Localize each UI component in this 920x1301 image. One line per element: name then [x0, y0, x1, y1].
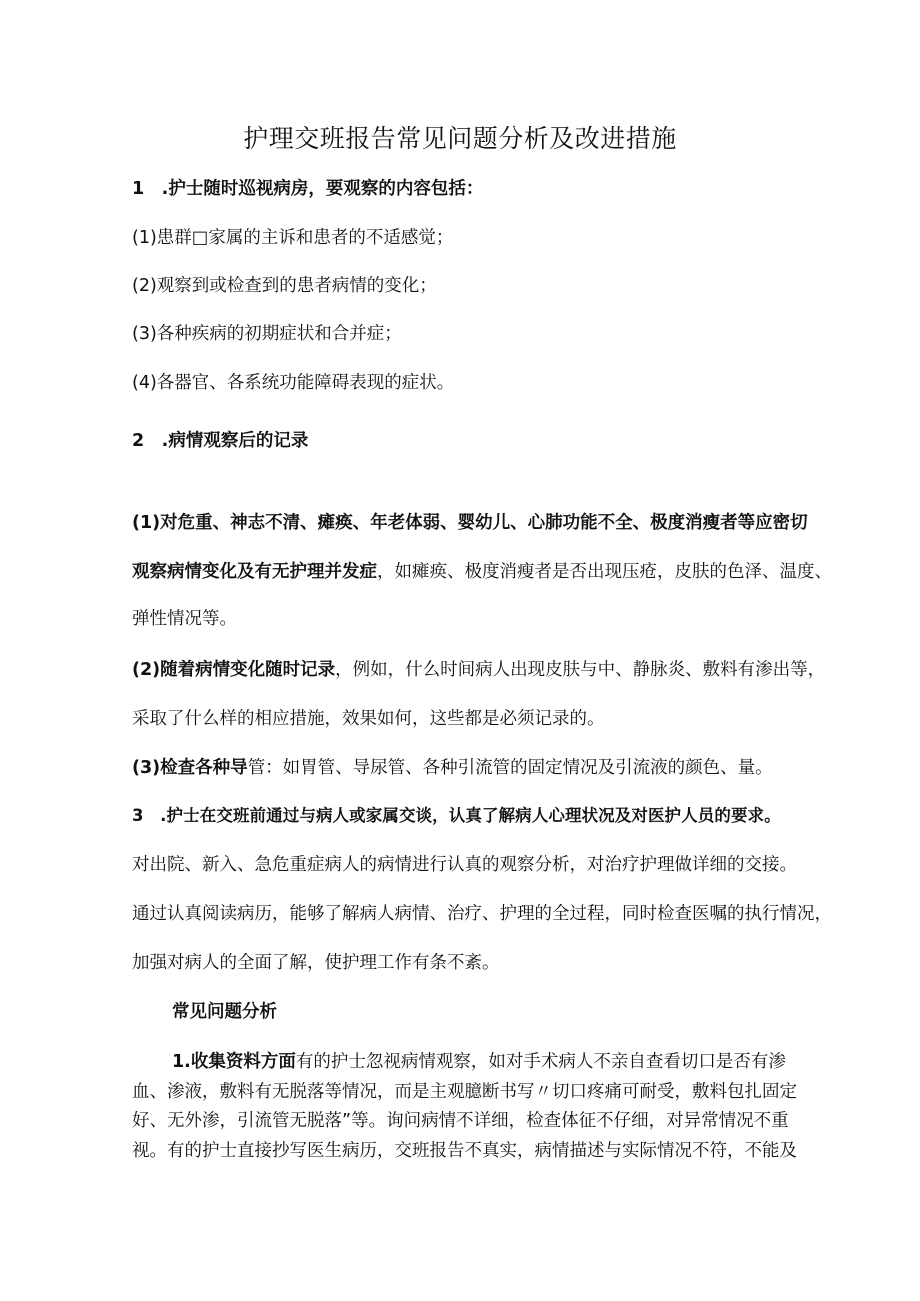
section-2-para-1-rest-b: ，如瘫痪、极度消瘦者是否出现压疮，皮肤的色泽、温度、 [377, 562, 832, 582]
section-3-heading-text: 3 .护士在交班前通过与病人或家属交谈，认真了解病人心理状况及对医护人员的要求。 [132, 806, 781, 825]
section-2-para-1-line-3: 弹性情况等。 [132, 609, 237, 629]
section-2-para-1-bold-a: (1)对危重、神志不清、瘫痪、年老体弱、婴幼儿、心肺功能不全、极度消瘦者等应密切 [132, 513, 808, 533]
analysis-para-1-line-3: 好、无外渗，引流管无脱落”等。询问病情不详细，检查体征不仔细，对异常情况不重 [132, 1111, 789, 1131]
section-1-item-1: (1)患群□家属的主诉和患者的不适感觉； [132, 228, 454, 248]
document-title: 护理交班报告常见问题分析及改进措施 [243, 124, 677, 153]
section-2-para-3 [132, 757, 773, 779]
analysis-para-1-bold: 1.收集资料方面 [172, 1052, 296, 1072]
section-3-heading [132, 805, 781, 827]
section-2-para-1-line-1 [132, 512, 808, 534]
section-1-item-2: (2)观察到或检查到的患者病情的变化； [132, 276, 437, 296]
section-2-para-3-rest: 管：如胃管、导尿管、各种引流管的固定情况及引流液的颜色、量。 [247, 758, 773, 778]
section-3-line-1: 对出院、新入、急危重症病人的病情进行认真的观察分析，对治疗护理做详细的交接。 [132, 855, 797, 875]
section-3-line-3: 加强对病人的全面了解，使护理工作有条不紊。 [132, 953, 500, 973]
analysis-para-1-line-4: 视。有的护士直接抄写医生病历，交班报告不真实，病情描述与实际情况不符，不能及 [132, 1141, 797, 1161]
section-2-para-3-bold: (3)检查各种导 [132, 758, 248, 778]
section-2-para-1-line-2 [132, 561, 832, 583]
analysis-para-1-line-1 [172, 1051, 786, 1073]
section-2-para-2-line-2: 采取了什么样的相应措施，效果如何，这些都是必须记录的。 [132, 709, 605, 729]
section-1-heading [132, 178, 483, 200]
section-1-heading-text: 1 .护士随时巡视病房，要观察的内容包括： [132, 179, 484, 199]
analysis-para-1-line-2: 血、渗液，敷料有无脱落等情况，而是主观臆断书写〃切口疼痛可耐受，敷料包扎固定 [132, 1082, 797, 1102]
section-1-item-3: (3)各种疾病的初期症状和合并症； [132, 324, 402, 344]
section-2-para-2-rest: ，例如，什么时间病人出现皮肤与中、静脉炎、敷料有渗出等， [335, 660, 826, 680]
section-1-item-4: (4)各器官、各系统功能障碍表现的症状。 [132, 373, 455, 393]
section-3-line-2: 通过认真阅读病历，能够了解病人病情、治疗、护理的全过程，同时检查医嘱的执行情况， [132, 904, 832, 924]
section-2-para-2-line-1 [132, 659, 825, 681]
analysis-heading [172, 1001, 277, 1023]
section-2-heading [132, 430, 308, 452]
section-2-para-1-bold-b: 观察病情变化及有无护理并发症 [132, 562, 377, 582]
analysis-para-1-rest: 有的护士忽视病情观察，如对手术病人不亲自查看切口是否有渗 [295, 1052, 786, 1072]
analysis-heading-text: 常见问题分析 [172, 1002, 277, 1022]
section-2-para-2-bold: (2)随着病情变化随时记录 [132, 660, 336, 680]
section-2-heading-text: 2 .病情观察后的记录 [132, 431, 309, 451]
